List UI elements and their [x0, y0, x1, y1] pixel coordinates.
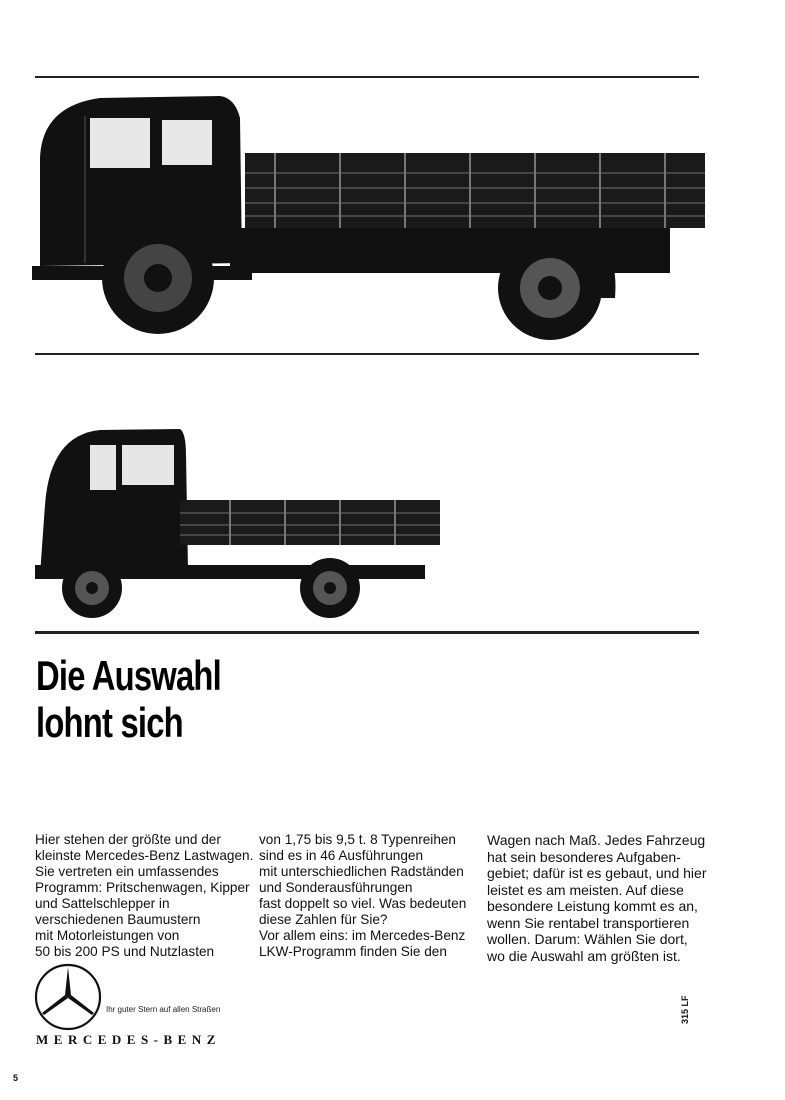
body-line: mit Motorleistungen von	[35, 928, 180, 943]
body-line: wenn Sie rentabel transportieren	[487, 914, 690, 931]
body-column-1	[35, 832, 253, 960]
top-rule	[35, 76, 699, 78]
body-line: hat sein besonderes Aufgaben-	[487, 848, 681, 865]
headline	[36, 652, 221, 746]
body-line: und Sonderausführungen	[259, 880, 413, 895]
bottom-rule	[35, 631, 699, 634]
truck-large-image	[30, 88, 710, 343]
body-line: mit unterschiedlichen Radständen	[259, 864, 464, 879]
body-line: verschiedenen Baumustern	[35, 912, 201, 927]
middle-rule	[35, 353, 699, 355]
headline-line-2: lohnt sich	[36, 699, 183, 746]
body-line: wo die Auswahl am größten ist.	[487, 947, 681, 964]
truck-small-image	[30, 425, 450, 620]
body-line: gebiet; dafür ist es gebaut, und hier	[487, 865, 707, 881]
body-line: Vor allem eins: im Mercedes-Benz	[259, 928, 466, 943]
body-line: fast doppelt so viel. Was bedeuten	[259, 896, 467, 911]
mercedes-star-icon	[33, 962, 103, 1032]
body-line: von 1,75 bis 9,5 t. 8 Typenreihen	[259, 832, 456, 847]
body-line: leistet es am meisten. Auf diese	[487, 881, 684, 898]
body-line: sind es in 46 Ausführungen	[259, 848, 424, 863]
body-line: Wagen nach Maß. Jedes Fahrzeug	[487, 832, 706, 848]
page-code: 315 LF	[680, 995, 690, 1024]
body-line: besondere Leistung kommt es an,	[487, 898, 698, 914]
body-line: wollen. Darum: Wählen Sie dort,	[487, 931, 688, 947]
slogan: Ihr guter Stern auf allen Straßen	[106, 1005, 221, 1014]
brand-wordmark: MERCEDES-BENZ	[36, 1032, 221, 1047]
page-number: 5	[13, 1073, 19, 1083]
body-column-2	[259, 832, 466, 960]
body-line: Programm: Pritschenwagen, Kipper	[35, 880, 250, 895]
body-line: kleinste Mercedes-Benz Lastwagen.	[35, 848, 254, 863]
body-line: LKW-Programm finden Sie den	[259, 944, 447, 959]
body-line: Sie vertreten ein umfassendes	[35, 864, 219, 879]
body-line: und Sattelschlepper in	[35, 896, 170, 911]
headline-line-1: Die Auswahl	[36, 652, 221, 699]
body-column-3	[487, 832, 706, 964]
body-line: diese Zahlen für Sie?	[259, 912, 388, 927]
body-line: 50 bis 200 PS und Nutzlasten	[35, 944, 215, 959]
body-line: Hier stehen der größte und der	[35, 832, 221, 847]
